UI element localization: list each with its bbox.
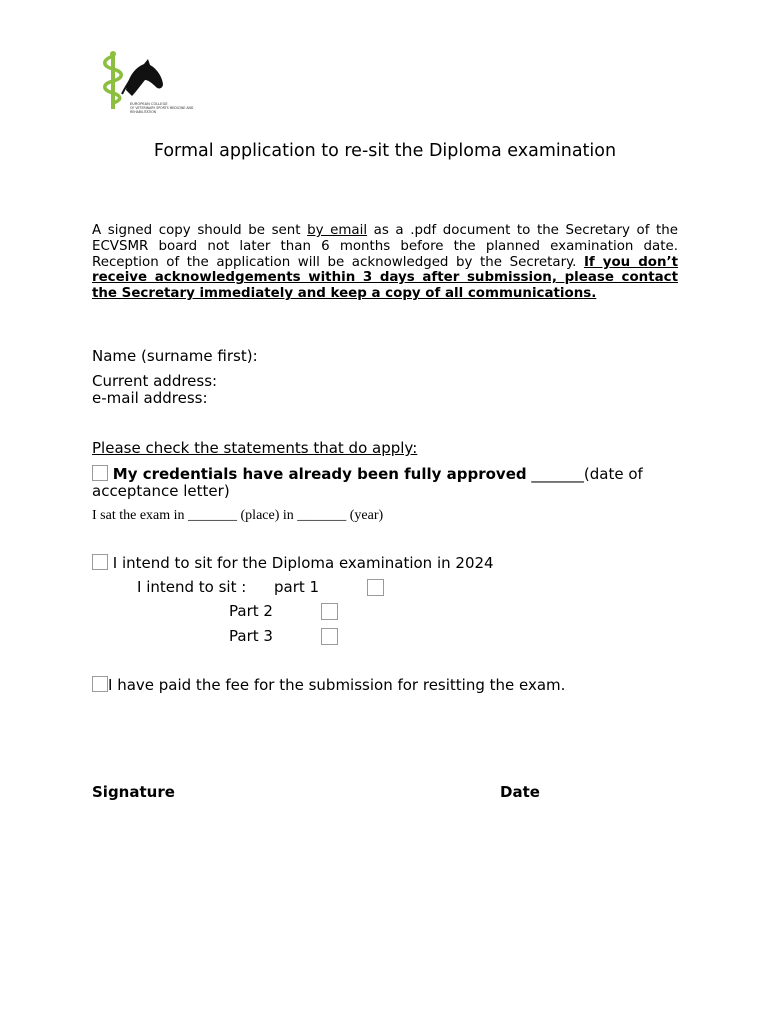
intend-sit-statement	[92, 554, 494, 572]
credentials-checkbox[interactable]	[92, 465, 108, 481]
intend-sit-checkbox[interactable]	[92, 554, 108, 570]
date-label: Date	[500, 783, 540, 801]
svg-text:EUROPEAN COLLEGE: EUROPEAN COLLEGE	[130, 102, 168, 106]
part2-label: Part 2	[229, 602, 273, 620]
sat-exam-line: I sat the exam in _______ (place) in _______ (year)	[92, 508, 384, 523]
intend-sit-label: I intend to sit :	[137, 578, 247, 596]
credentials-rest-text: _______(date of acceptance letter)	[92, 465, 643, 500]
paid-fee-text: I have paid the fee for the submission for resitting the exam.	[108, 676, 566, 694]
svg-text:OF VETERINARY SPORTS MEDICINE: OF VETERINARY SPORTS MEDICINE AND	[130, 106, 194, 110]
caduceus-horse-logo-icon	[100, 50, 195, 116]
credentials-statement	[92, 465, 678, 500]
acknowledgement-warning: If you don’t receive acknowledgements within 3 days after submission, please contact the Secretary immediately and keep a copy of all communications.	[92, 254, 679, 302]
intro-text-part2: as a .pdf document to the Secretary of the ECVSMR board not later than 6 months before the planned examination date. Reception of the application will be acknowledged by the Secretary.	[92, 223, 678, 270]
college-logo	[100, 50, 195, 116]
address-field-label: Current address:	[92, 372, 218, 390]
part1-label: part 1	[274, 578, 320, 596]
part3-checkbox[interactable]	[321, 628, 338, 645]
part1-checkbox[interactable]	[367, 579, 384, 596]
statements-heading: Please check the statements that do apply:	[92, 439, 418, 457]
part2-checkbox[interactable]	[321, 603, 338, 620]
part3-label: Part 3	[229, 627, 273, 645]
intro-text-part1: A signed copy should be sent	[92, 223, 308, 238]
page-title: Formal application to re-sit the Diploma examination	[153, 141, 617, 161]
credentials-bold-text: My credentials have already been fully approved	[112, 465, 527, 483]
instructions-paragraph	[92, 223, 678, 302]
paid-fee-statement	[92, 676, 565, 694]
paid-fee-checkbox[interactable]	[92, 676, 108, 692]
svg-text:REHABILITATION: REHABILITATION	[130, 110, 157, 114]
name-field-label: Name (surname first):	[92, 347, 258, 365]
by-email-text: by email	[307, 223, 368, 238]
intend-sit-text: I intend to sit for the Diploma examination in 2024	[112, 554, 494, 572]
signature-label: Signature	[92, 783, 175, 801]
email-field-label: e-mail address:	[92, 389, 208, 407]
